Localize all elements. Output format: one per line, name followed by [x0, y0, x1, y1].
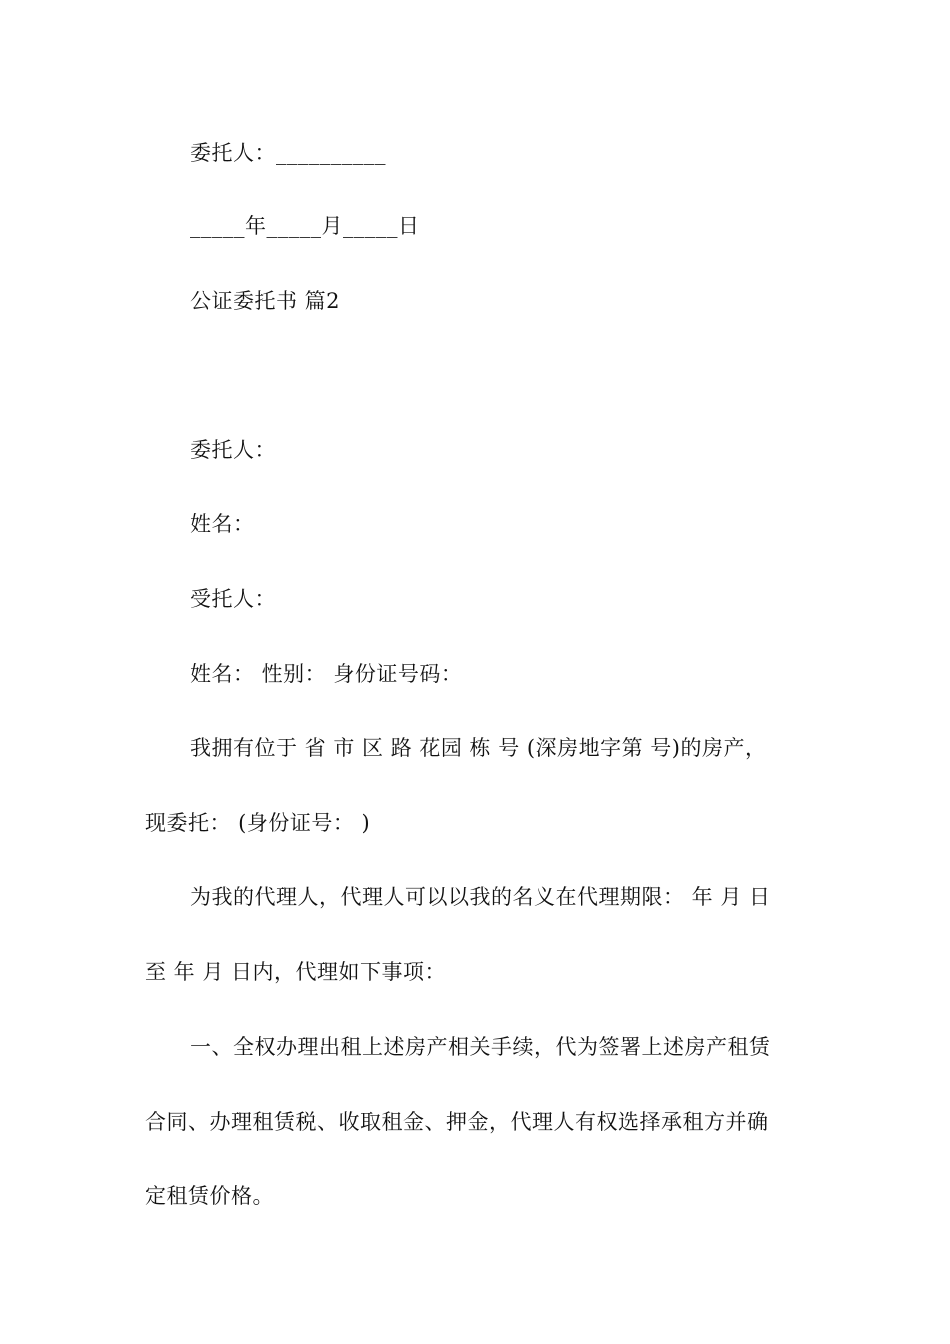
- date-line: _____年_____月_____日: [190, 214, 420, 238]
- agency-paragraph-line-1: 为我的代理人，代理人可以以我的名义在代理期限： 年 月 日: [190, 885, 771, 909]
- principal-signature-line: 委托人：__________: [190, 141, 386, 165]
- agency-paragraph-line-2: 至 年 月 日内，代理如下事项：: [145, 960, 447, 984]
- principal-name-label: 姓名：: [190, 512, 255, 536]
- agent-label: 受托人：: [190, 587, 276, 611]
- property-paragraph-line-1: 我拥有位于 省 市 区 路 花园 栋 号 (深房地字第 号)的房产，: [190, 736, 767, 760]
- item-one-line-1: 一、全权办理出租上述房产相关手续，代为签署上述房产租赁: [190, 1035, 771, 1059]
- principal-label: 委托人：: [190, 438, 276, 462]
- item-one-line-2: 合同、办理租赁税、收取租金、押金，代理人有权选择承租方并确: [145, 1110, 769, 1134]
- agent-info-line: 姓名： 性别： 身份证号码：: [190, 662, 463, 686]
- item-one-line-3: 定租赁价格。: [145, 1184, 274, 1208]
- section-title: 公证委托书 篇2: [190, 289, 341, 313]
- property-paragraph-line-2: 现委托： (身份证号： ): [145, 811, 371, 835]
